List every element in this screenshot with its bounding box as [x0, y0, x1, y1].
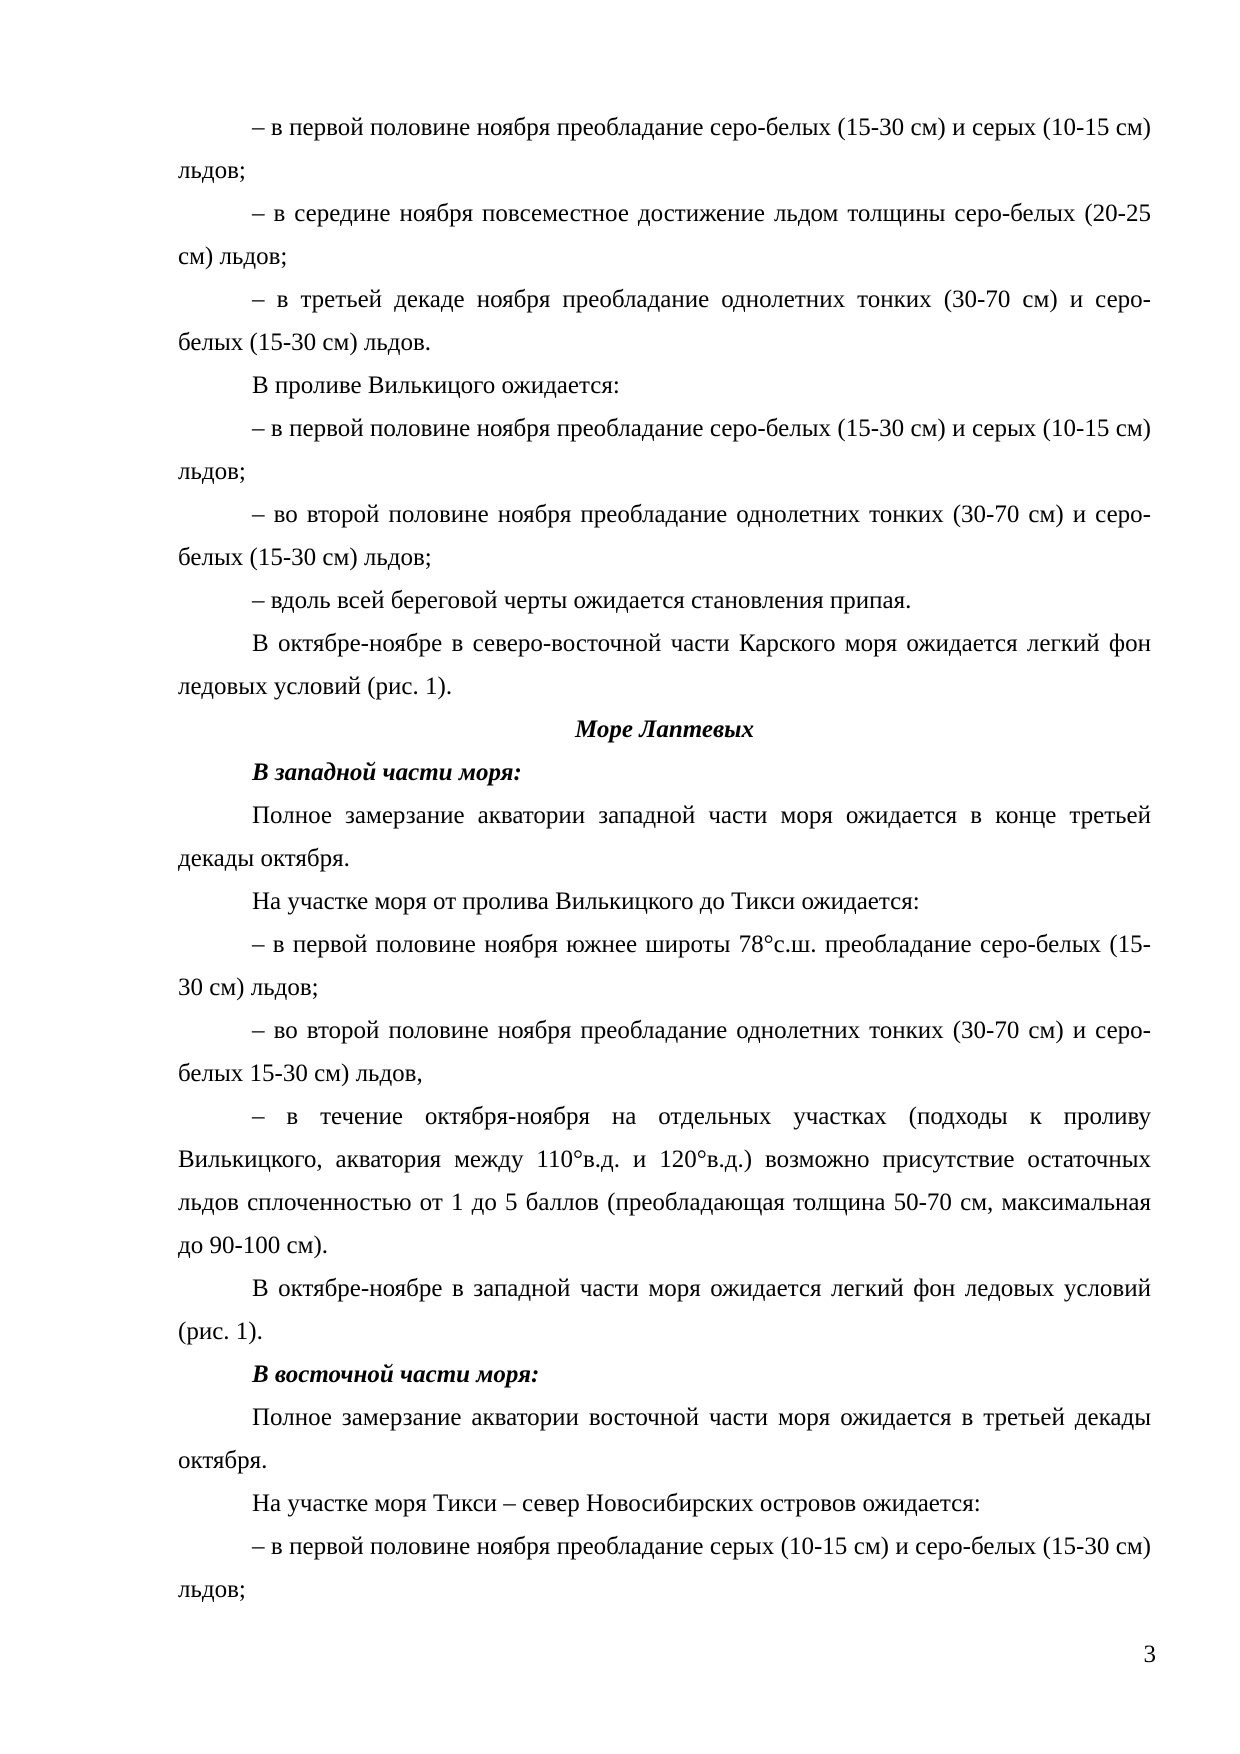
paragraph: – во второй половине ноября преобладание однолетних тонких (30-70 см) и серо-белых 15-30 см) льдов,	[178, 1017, 1151, 1087]
paragraph: – в первой половине ноября южнее широты 78°с.ш. преобладание серо-белых (15-30 см) льдов;	[178, 931, 1151, 1001]
page-number: 3	[1143, 1641, 1156, 1668]
paragraph: В октябре-ноябре в северо-восточной части Карского моря ожидается легкий фон ледовых условий (рис. 1).	[178, 630, 1151, 700]
subsection-heading: В восточной части моря:	[252, 1361, 540, 1388]
paragraph: – в первой половине ноября преобладание серо-белых (15-30 см) и серых (10-15 см) льдов;	[178, 415, 1151, 485]
paragraph: – в первой половине ноября преобладание серо-белых (15-30 см) и серых (10-15 см) льдов;	[178, 114, 1151, 184]
paragraph: На участке моря Тикси – север Новосибирских островов ожидается:	[252, 1490, 981, 1517]
paragraph: – вдоль всей береговой черты ожидается становления припая.	[252, 587, 912, 614]
paragraph: На участке моря от пролива Вилькицкого до Тикси ожидается:	[252, 888, 920, 915]
document-body	[178, 106, 1151, 1611]
paragraph: В проливе Вилькицого ожидается:	[252, 372, 620, 399]
paragraph: Полное замерзание акватории западной части моря ожидается в конце третьей декады октября.	[178, 802, 1151, 872]
paragraph: Полное замерзание акватории восточной части моря ожидается в третьей декады октября.	[178, 1404, 1151, 1474]
subsection-heading: В западной части моря:	[252, 759, 522, 786]
section-heading: Море Лаптевых	[574, 716, 754, 743]
paragraph: – во второй половине ноября преобладание однолетних тонких (30-70 см) и серо-белых (15-30 см) льдов;	[178, 501, 1151, 571]
paragraph: – в первой половине ноября преобладание серых (10-15 см) и серо-белых (15-30 см) льдов;	[178, 1533, 1151, 1603]
paragraph: – в течение октября-ноября на отдельных участках (подходы к проливу Вилькицкого, акватория между 110°в.д. и 120°в.д.) возможно присутствие остаточных льдов сплоченностью от 1 до 5 баллов (преобладающая толщина 50-70 см, максимальная до 90-100 см).	[178, 1103, 1151, 1259]
paragraph: В октябре-ноябре в западной части моря ожидается легкий фон ледовых условий (рис. 1).	[178, 1275, 1151, 1345]
paragraph: – в третьей декаде ноября преобладание однолетних тонких (30-70 см) и серо-белых (15-30 см) льдов.	[178, 286, 1151, 356]
paragraph: – в середине ноября повсеместное достижение льдом толщины серо-белых (20-25 см) льдов;	[178, 200, 1151, 270]
